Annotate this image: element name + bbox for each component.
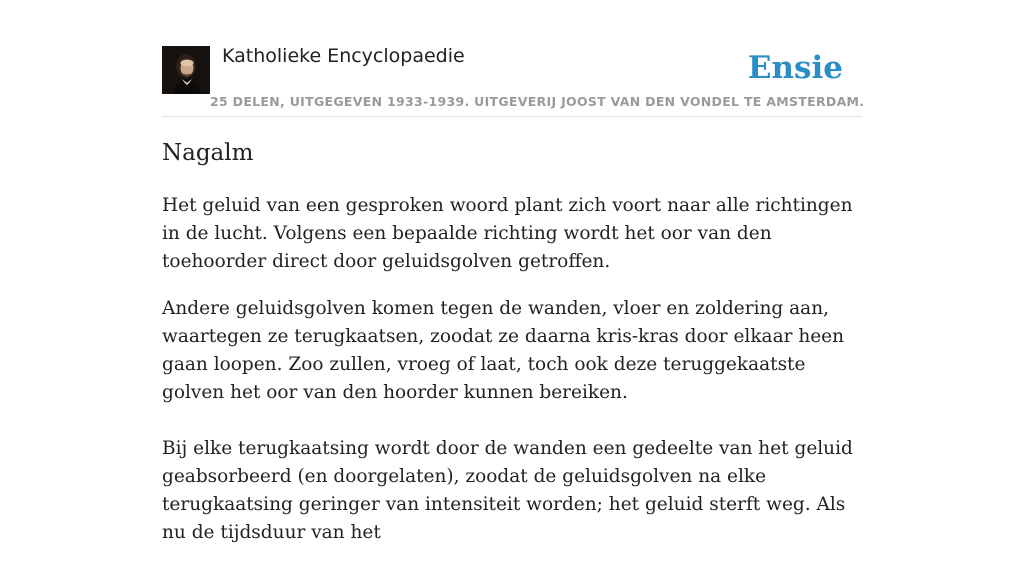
article-title: Nagalm — [162, 140, 254, 166]
paragraph-spacer — [162, 407, 866, 435]
source-header — [162, 0, 865, 117]
brand-logo[interactable]: Ensie — [747, 50, 843, 86]
portrait-icon — [162, 46, 210, 94]
article-paragraph: Andere geluidsgolven komen tegen de wanden, vloer en zoldering aan, waartegen ze terugkaatsen, zoodat ze daarna kris-kras door elkaar heen gaan loopen. Zoo zullen, vroeg of laat, toch ook deze teruggekaatste golven het oor van den hoorder kunnen bereiken. — [162, 298, 845, 403]
source-avatar[interactable] — [162, 46, 210, 94]
article-paragraph: Het geluid van een gesproken woord plant zich voort naar alle richtingen in de lucht. Volgens een bepaalde richting wordt het oor van den toehoorder direct door geluidsgolven getroffen. — [162, 195, 853, 272]
source-subtitle: 25 DELEN, UITGEGEVEN 1933-1939. UITGEVERIJ JOOST VAN DEN VONDEL TE AMSTERDAM. — [210, 94, 865, 109]
source-title[interactable]: Katholieke Encyclopaedie — [222, 45, 465, 67]
article-paragraph: Bij elke terugkaatsing wordt door de wanden een gedeelte van het geluid geabsorbeerd (en doorgelaten), zoodat de geluidsgolven na elke terugkaatsing geringer van intensiteit worden; het geluid sterft weg. Als nu de tijdsduur van het — [162, 438, 853, 543]
article-body — [162, 192, 866, 566]
